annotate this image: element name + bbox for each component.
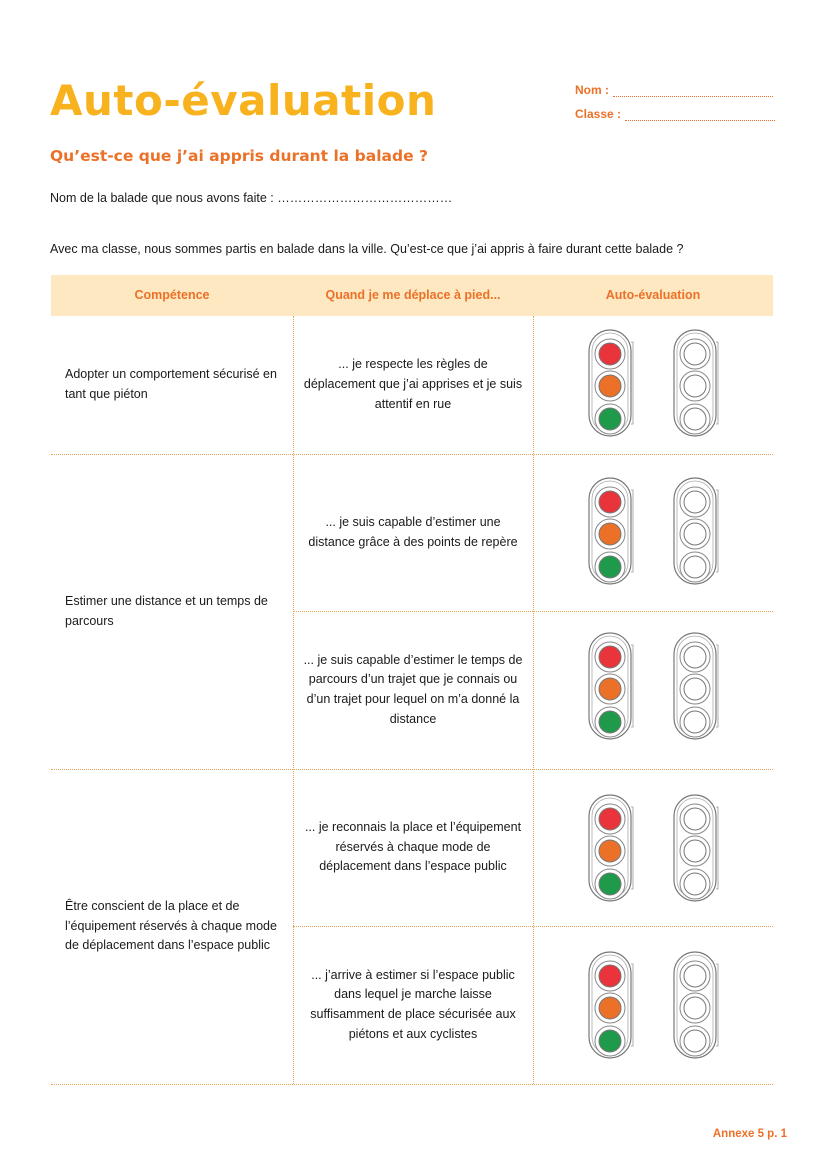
criterion-cell bbox=[303, 454, 523, 611]
traffic-light-blank-icon[interactable] bbox=[671, 476, 721, 586]
column-divider bbox=[293, 316, 294, 1084]
traffic-light-colored-icon bbox=[586, 476, 636, 586]
classe-line[interactable] bbox=[625, 110, 775, 121]
criterion-cell bbox=[303, 316, 523, 454]
competence-cell bbox=[65, 454, 280, 769]
walk-name-line: Nom de la balade que nous avons faite : …………………………………… bbox=[50, 191, 453, 205]
classe-field[interactable] bbox=[575, 107, 775, 121]
traffic-light-blank-icon[interactable] bbox=[671, 328, 721, 438]
page-title: Auto-évaluation bbox=[50, 76, 437, 125]
traffic-light-colored-icon bbox=[586, 328, 636, 438]
traffic-light-colored-icon bbox=[586, 631, 636, 741]
page-subtitle: Qu’est-ce que j’ai appris durant la balade ? bbox=[50, 147, 428, 165]
traffic-light-colored-icon bbox=[586, 793, 636, 903]
column-divider bbox=[533, 316, 534, 1084]
competence-cell bbox=[65, 316, 280, 454]
criterion-cell bbox=[303, 611, 523, 769]
nom-line[interactable] bbox=[613, 86, 773, 97]
traffic-light-blank-icon[interactable] bbox=[671, 793, 721, 903]
classe-label: Classe : bbox=[575, 107, 622, 121]
criterion-text: ... je reconnais la place et l’équipement réservés à chaque mode de déplacement dans l’espace public bbox=[304, 819, 522, 874]
header-competence: Compétence bbox=[134, 288, 210, 302]
competence-text: Estimer une distance et un temps de parcours bbox=[65, 593, 268, 628]
traffic-light-colored-icon bbox=[586, 950, 636, 1060]
intro-text: Avec ma classe, nous sommes partis en balade dans la ville. Qu’est-ce que j’ai appris à faire durant cette balade ? bbox=[50, 242, 684, 256]
criterion-text: ... je suis capable d’estimer une distance grâce à des points de repère bbox=[308, 514, 518, 549]
criterion-text: ... je respecte les règles de déplacement que j’ai apprises et je suis attentif en rue bbox=[303, 357, 523, 411]
header-auto-evaluation: Auto-évaluation bbox=[605, 288, 701, 302]
criterion-text: ... j’arrive à estimer si l’espace public dans lequel je marche laisse suffisamment de place sécurisée aux piétons et aux cyclistes bbox=[310, 967, 516, 1041]
criterion-cell bbox=[303, 926, 523, 1084]
table-header bbox=[51, 275, 773, 316]
criterion-cell bbox=[303, 769, 523, 926]
row-divider bbox=[51, 1084, 773, 1085]
competence-text: Être conscient de la place et de l’équipement réservés à chaque mode de déplacement dans l’espace public bbox=[65, 898, 277, 953]
header-quand: Quand je me déplace à pied... bbox=[325, 288, 501, 302]
competence-text: Adopter un comportement sécurisé en tant que piéton bbox=[65, 367, 277, 401]
nom-field[interactable] bbox=[575, 83, 773, 97]
criterion-text: ... je suis capable d’estimer le temps de parcours d’un trajet que je connais ou d’un trajet pour lequel on m’a donné la distance bbox=[303, 652, 523, 726]
page-footer: Annexe 5 p. 1 bbox=[712, 1128, 787, 1140]
nom-label: Nom : bbox=[575, 83, 609, 97]
competence-cell bbox=[65, 769, 280, 1084]
traffic-light-blank-icon[interactable] bbox=[671, 950, 721, 1060]
traffic-light-blank-icon[interactable] bbox=[671, 631, 721, 741]
